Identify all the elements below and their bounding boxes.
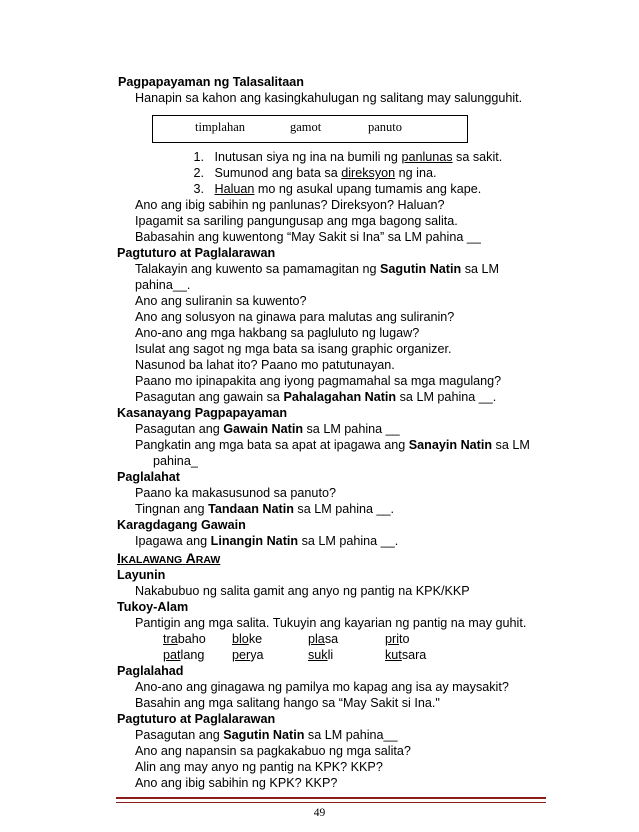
text-line <box>135 422 400 437</box>
underlined-syllable: pat <box>163 648 181 662</box>
syllable-rest: ke <box>248 632 263 646</box>
footer-rule-thick <box>116 797 546 799</box>
smallcaps-rest: KALAWANG <box>120 554 183 566</box>
text-line: Pantigin ang mga salita. Tukuyin ang kayarian ng pantig na may guhit. <box>135 616 527 630</box>
text-line: Ano ang napansin sa pagkakabuo ng mga salita? <box>135 744 411 758</box>
syllable-rest: sa <box>324 632 339 646</box>
word-cell <box>385 648 426 663</box>
underlined-word: direksyon <box>341 166 396 180</box>
heading-paglalahat: Paglalahat <box>117 470 180 484</box>
syllable-rest: ya <box>250 648 264 662</box>
heading-paglalahad: Paglalahad <box>117 664 184 678</box>
question-line: Ipagamit sa sariling pangungusap ang mga bagong salita. <box>135 214 458 228</box>
numbered-item-2 <box>190 166 436 181</box>
word-cell <box>385 632 410 647</box>
text-segment: sa LM pahina __. <box>293 502 395 516</box>
heading-layunin: Layunin <box>117 568 166 582</box>
underlined-syllable: pla <box>308 632 325 646</box>
text-line: Paano ka makasusunod sa panuto? <box>135 486 336 500</box>
bold-reference: Sagutin Natin <box>380 262 462 276</box>
item-text: mo ng asukal upang tumamis ang kape. <box>254 182 482 196</box>
word-cell <box>232 632 262 647</box>
numbered-item-1 <box>190 150 502 165</box>
numbered-item-3 <box>190 182 481 197</box>
item-text: Sumunod ang bata sa <box>214 166 342 180</box>
text-line: pahina__. <box>135 278 191 292</box>
page-number: 49 <box>313 807 326 819</box>
syllable-rest: to <box>399 632 410 646</box>
heading-pagtuturo: Pagtuturo at Paglalarawan <box>117 246 276 260</box>
text-line <box>135 390 496 405</box>
smallcaps-rest: RAW <box>195 554 221 566</box>
text-line: Paano mo ipinapakita ang iyong pagmamahal sa mga magulang? <box>135 374 502 388</box>
underlined-syllable: pri <box>385 632 399 646</box>
word-cell <box>308 648 333 663</box>
text-segment: Pasagutan ang <box>135 728 224 742</box>
text-segment: sa LM pahina__ <box>304 728 398 742</box>
text-segment: Talakayin ang kuwento sa pamamagitan ng <box>135 262 381 276</box>
text-line: Ano ang suliranin sa kuwento? <box>135 294 307 308</box>
text-segment: Pasagutan ang <box>135 422 224 436</box>
text-segment: sa LM pahina __. <box>298 534 399 548</box>
text-line: Basahin ang mga salitang hango sa “May Sakit si Ina." <box>135 696 440 710</box>
text-line <box>135 502 394 517</box>
bold-reference: Linangin Natin <box>210 534 299 548</box>
word-cell <box>163 648 204 663</box>
text-segment: Tingnan ang <box>135 502 209 516</box>
item-text: Inutusan siya ng ina na bumili ng <box>214 150 402 164</box>
heading-pagpapayaman: Pagpapayaman ng Talasalitaan <box>118 75 304 89</box>
underlined-syllable: per <box>232 648 251 662</box>
text-line: Ano ang solusyon na ginawa para malutas ang suliranin? <box>135 310 455 324</box>
text-segment: sa LM pahina __ <box>303 422 400 436</box>
day-heading <box>117 549 220 569</box>
syllable-rest: baho <box>177 632 206 646</box>
text-line: Alin ang may anyo ng pantig na KPK? KKP? <box>135 760 383 774</box>
text-line: Ano ang ibig sabihin ng KPK? KKP? <box>135 776 338 790</box>
syllable-rest: li <box>327 648 334 662</box>
word-cell <box>232 648 264 663</box>
text-line: Nakabubuo ng salita gamit ang anyo ng pantig na KPK/KKP <box>135 584 470 598</box>
underlined-word: panlunas <box>401 150 453 164</box>
syllable-rest: sara <box>401 648 427 662</box>
text-line <box>135 438 530 453</box>
text-line: Isulat ang sagot ng mga bata sa isang graphic organizer. <box>135 342 452 356</box>
question-line: Ano ang ibig sabihin ng panlunas? Direksyon? Haluan? <box>135 198 445 212</box>
text-line: Ano-ano ang ginagawa ng pamilya mo kapag ang isa ay maysakit? <box>135 680 509 694</box>
box-word-1: timplahan <box>195 120 245 134</box>
bold-reference: Tandaan Natin <box>208 502 294 516</box>
item-text: sa sakit. <box>452 150 503 164</box>
text-line: pahina_ <box>153 454 198 468</box>
heading-pagtuturo-2: Pagtuturo at Paglalarawan <box>117 712 276 726</box>
text-segment: Pangkatin ang mga bata sa apat at ipagawa ang <box>135 438 409 452</box>
underlined-syllable: suk <box>308 648 328 662</box>
smallcaps-initial: I <box>117 550 121 566</box>
footer-rule-thin <box>116 802 546 803</box>
box-word-2: gamot <box>290 120 322 134</box>
syllable-rest: lang <box>180 648 205 662</box>
box-word-3: panuto <box>368 120 403 134</box>
bold-reference: Pahalagahan Natin <box>283 390 397 404</box>
text-line <box>135 262 499 277</box>
text-line <box>135 534 398 549</box>
item-number: 3. <box>193 182 204 196</box>
heading-tukoy-alam: Tukoy-Alam <box>117 600 189 614</box>
text-segment: sa LM <box>492 438 530 452</box>
text-segment: Pasagutan ang gawain sa <box>135 390 284 404</box>
item-text: ng ina. <box>395 166 437 180</box>
instruction-text: Hanapin sa kahon ang kasingkahulugan ng salitang may salungguhit. <box>135 91 523 105</box>
underlined-syllable: blo <box>232 632 249 646</box>
smallcaps-initial: A <box>185 550 196 566</box>
text-line <box>135 728 398 743</box>
item-number: 2. <box>193 166 204 180</box>
underlined-syllable: kut <box>385 648 402 662</box>
bold-reference: Sanayin Natin <box>408 438 493 452</box>
text-segment: sa LM <box>461 262 499 276</box>
bold-reference: Sagutin Natin <box>223 728 305 742</box>
word-cell <box>308 632 338 647</box>
heading-karagdagang: Karagdagang Gawain <box>117 518 246 532</box>
underlined-word: Haluan <box>214 182 255 196</box>
bold-reference: Gawain Natin <box>223 422 304 436</box>
text-segment: Ipagawa ang <box>135 534 211 548</box>
question-line: Babasahin ang kuwentong “May Sakit si Ina” sa LM pahina __ <box>135 230 481 244</box>
heading-kasanayang: Kasanayang Pagpapayaman <box>117 406 288 420</box>
text-line: Ano-ano ang mga hakbang sa pagluluto ng lugaw? <box>135 326 420 340</box>
word-cell <box>163 632 206 647</box>
underlined-syllable: tra <box>163 632 178 646</box>
item-number: 1. <box>193 150 204 164</box>
text-segment: sa LM pahina __. <box>396 390 497 404</box>
text-line: Nasunod ba lahat ito? Paano mo patutunayan. <box>135 358 395 372</box>
